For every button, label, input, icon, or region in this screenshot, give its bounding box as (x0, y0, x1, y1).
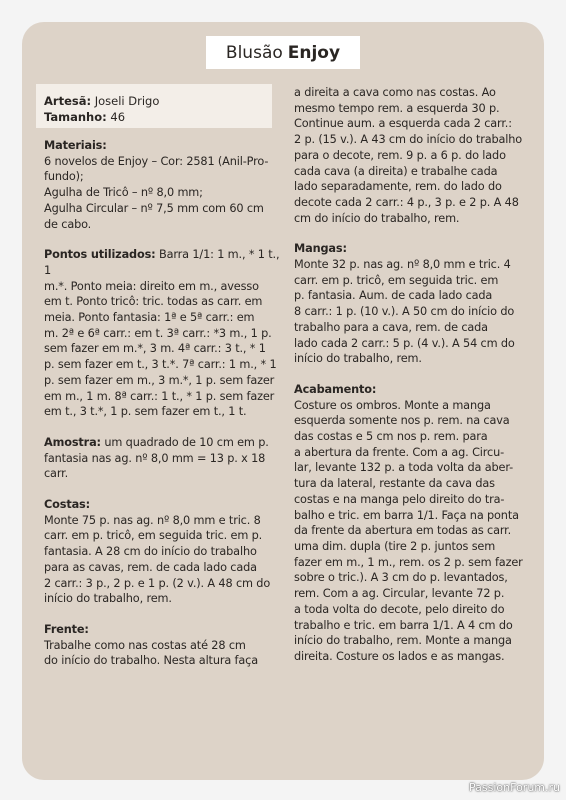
artesa-label: Artesã: (44, 94, 92, 108)
left-column (44, 138, 280, 684)
frente-section (44, 622, 280, 669)
watermark: PassionForum.ru (469, 781, 560, 794)
page-title (206, 36, 360, 69)
acabamento-text: Costure os ombros. Monte a manga esquerda somente nos p. rem. na cava das costas e 5 cm nos p. rem. para a abertura da frente. Com a ag. Circu- lar, levante 132 p. a toda volta da aber- tura da lateral, restante da cava das costas e na manga pelo direito do tra- balho e tric. em barra 1/1. Faça na ponta da frente da abertura em todas as carr. uma dim. dupla (tire 2 p. juntos sem fazer em m., 1 m., rem. os 2 p. sem fazer sobre o tric.). A 3 cm do p. levantados, rem. Com a ag. Circular, levante 72 p. a toda volta do decote, pelo direito do trabalho e tric. em barra 1/1. A 4 cm do início do trabalho, rem. Monte a manga direita. Costure os lados e as mangas. (294, 398, 523, 663)
frente-continued-section (294, 85, 530, 226)
materiais-text: 6 novelos de Enjoy – Cor: 2581 (Anil-Pro- fundo); Agulha de Tricô – nº 8,0 mm; Agulha Circular – nº 7,5 mm com 60 cm de cabo. (44, 154, 269, 231)
pontos-heading: Pontos utilizados: (44, 248, 156, 262)
title-normal: Blusão (225, 42, 283, 63)
pontos-text: Barra 1/1: 1 m., * 1 t., 1 m.*. Ponto meia: direito em m., avesso em t. Ponto tricô: tric. todas as carr. em meia. Ponto fantasia: 1ª e 5ª carr.: em m. 2ª e 6ª carr.: em t. 3ª carr.: *3 m., 1 p. sem fazer em m.*, 3 m. 4ª carr.: 3 t., * 1 p. sem fazer em t., 3 t.*. 7ª carr.: 1 m., * 1 p. sem fazer em m., 3 m.*, 1 p. sem fazer em m., 1 m. 8ª carr.: 1 t., * 1 p. sem fazer em t., 3 t.*, 1 p. sem fazer em t., 1 t. (44, 248, 280, 419)
materiais-section (44, 138, 280, 232)
title-bold: Enjoy (287, 42, 341, 63)
mangas-section (294, 241, 530, 367)
amostra-section (44, 435, 280, 482)
costas-text: Monte 75 p. nas ag. nº 8,0 mm e tric. 8 carr. em p. tricô, em seguida tric. em p. fantasia. A 28 cm do início do trabalho para as cavas, rem. de cada lado cada 2 carr.: 3 p., 2 p. e 1 p. (2 v.). A 48 cm do início do trabalho, rem. (44, 513, 271, 606)
costas-section (44, 497, 280, 607)
amostra-paragraph (44, 435, 280, 482)
acabamento-heading: Acabamento: (294, 382, 377, 396)
pontos-section (44, 247, 280, 420)
frente-continued-text: a direita a cava como nas costas. Ao mesmo tempo rem. a esquerda 30 p. Continue aum. a esquerda cada 2 carr.: 2 p. (15 v.). A 43 cm do início do trabalho para o decote, rem. 9 p. a 6 p. do lado cada cava (a direita) e trabalhe cada lado separadamente, rem. do lado do decote cada 2 carr.: 4 p., 3 p. e 2 p. A 48 cm do início do trabalho, rem. (294, 86, 523, 225)
artesa-value: Joseli Drigo (94, 94, 160, 108)
tamanho-label: Tamanho: (44, 110, 107, 124)
tamanho-value: 46 (110, 110, 126, 124)
acabamento-section (294, 382, 530, 665)
costas-heading: Costas: (44, 498, 90, 512)
mangas-heading: Mangas: (294, 242, 347, 256)
amostra-heading: Amostra: (44, 435, 101, 449)
right-column (294, 85, 530, 680)
frente-text: Trabalhe como nas costas até 28 cm do início do trabalho. Nesta altura faça (44, 638, 258, 668)
materiais-heading: Materiais: (44, 139, 107, 152)
amostra-text: um quadrado de 10 cm em p. fantasia nas ag. nº 8,0 mm = 13 p. x 18 carr. (44, 435, 269, 481)
mangas-text: Monte 32 p. nas ag. nº 8,0 mm e tric. 4 carr. em p. tricô, em seguida tric. em p. fantasia. Aum. de cada lado cada 8 carr.: 1 p. (10 v.). A 50 cm do início do trabalho para a cava, rem. de cada lado cada 2 carr.: 5 p. (4 v.). A 54 cm do início do trabalho, rem. (294, 258, 515, 366)
pontos-paragraph (44, 247, 280, 420)
artesa-line (44, 93, 159, 109)
frente-heading: Frente: (44, 622, 89, 636)
tamanho-line (44, 109, 125, 125)
